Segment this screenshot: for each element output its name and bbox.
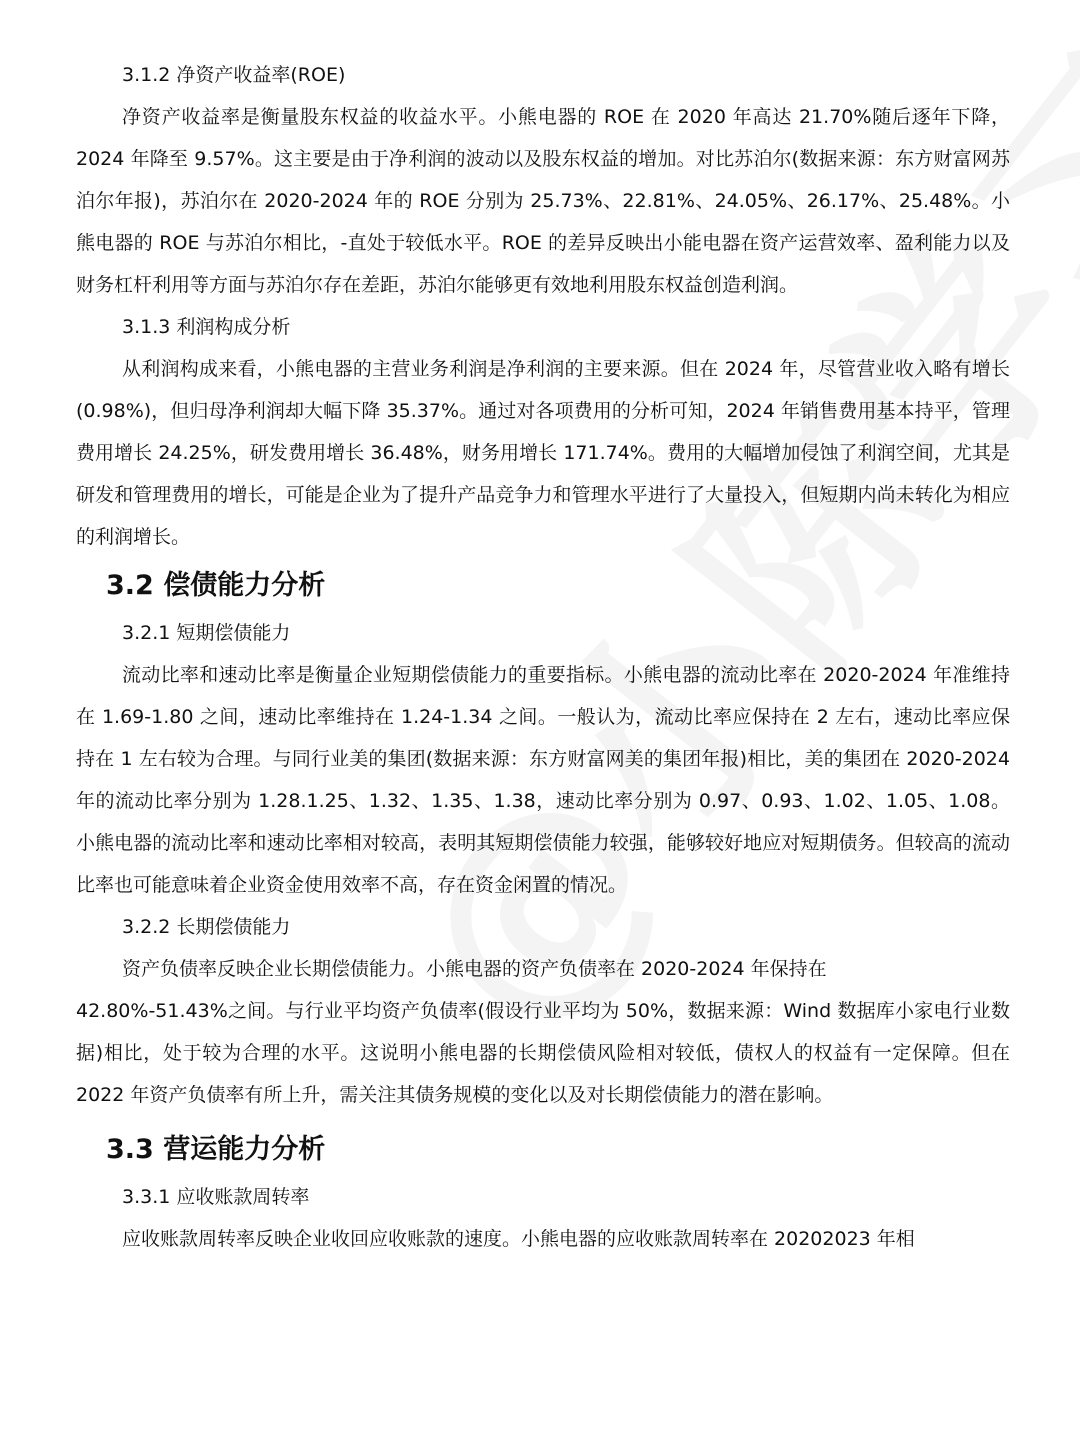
section-heading-3-2: 3.2 偿债能力分析	[106, 570, 326, 601]
paragraph-long-term-solvency-line1: 资产负债率反映企业长期偿债能力。小熊电器的资产负债率在 2020-2024 年保持在	[122, 958, 827, 980]
document-content	[76, 54, 1010, 1260]
section-heading-3-3: 3.3 营运能力分析	[106, 1134, 326, 1165]
subheading-3-2-2: 3.2.2 长期偿债能力	[122, 916, 291, 938]
subheading-3-1-2: 3.1.2 净资产收益率(ROE)	[122, 64, 346, 86]
paragraph-roe: 净资产收益率是衡量股东权益的收益水平。小熊电器的 ROE 在 2020 年高达 21.70%随后逐年下降，2024 年降至 9.57%。这主要是由于净利润的波动以及股东权益的增加。对比苏泊尔(数据来源：东方财富网苏泊尔年报)，苏泊尔在 2020-2024 年的 ROE 分别为 25.73%、22.81%、24.05%、26.17%、25.48%。小熊电器的 ROE 与苏泊尔相比，-直处于较低水平。ROE 的差异反映出小能电器在资产运营效率、盈利能力以及财务杠杆利用等方面与苏泊尔存在差距，苏泊尔能够更有效地利用股东权益创造利润。	[76, 106, 1010, 296]
paragraph-profit-structure: 从利润构成来看，小熊电器的主营业务利润是净利润的主要来源。但在 2024 年，尽管营业收入略有增长(0.98%)，但归母净利润却大幅下降 35.37%。通过对各项费用的分析可知，2024 年销售费用基本持平，管理费用增长 24.25%，研发费用增长 36.48%，财务用增长 171.74%。费用的大幅增加侵蚀了利润空间，尤其是研发和管理费用的增长，可能是企业为了提升产品竞争力和管理水平进行了大量投入，但短期内尚未转化为相应的利润增长。	[76, 358, 1010, 548]
subheading-3-3-1: 3.3.1 应收账款周转率	[122, 1186, 310, 1208]
paragraph-receivables-turnover: 应收账款周转率反映企业收回应收账款的速度。小熊电器的应收账款周转率在 20202023 年相	[122, 1228, 915, 1250]
paragraph-short-term-solvency: 流动比率和速动比率是衡量企业短期偿债能力的重要指标。小熊电器的流动比率在 2020-2024 年准维持在 1.69-1.80 之间，速动比率维持在 1.24-1.34 之间。一般认为，流动比率应保持在 2 左右，速动比率应保持在 1 左右较为合理。与同行业美的集团(数据来源：东方财富网美的集团年报)相比，美的集团在 2020-2024 年的流动比率分别为 1.28.1.25、1.32、1.35、1.38，速动比率分别为 0.97、0.93、1.02、1.05、1.08。小熊电器的流动比率和速动比率相对较高，表明其短期偿债能力较强，能够较好地应对短期债务。但较高的流动比率也可能意味着企业资金使用效率不高，存在资金闲置的情况。	[76, 664, 1010, 896]
paragraph-long-term-solvency: 42.80%-51.43%之间。与行业平均资产负债率(假设行业平均为 50%，数据来源：Wind 数据库小家电行业数据)相比，处于较为合理的水平。这说明小熊电器的长期偿债风险相对较低，债权人的权益有一定保障。但在 2022 年资产负债率有所上升，需关注其债务规模的变化以及对长期偿债能力的潜在影响。	[76, 1000, 1010, 1106]
subheading-3-2-1: 3.2.1 短期偿债能力	[122, 622, 291, 644]
subheading-3-1-3: 3.1.3 利润构成分析	[122, 316, 291, 338]
